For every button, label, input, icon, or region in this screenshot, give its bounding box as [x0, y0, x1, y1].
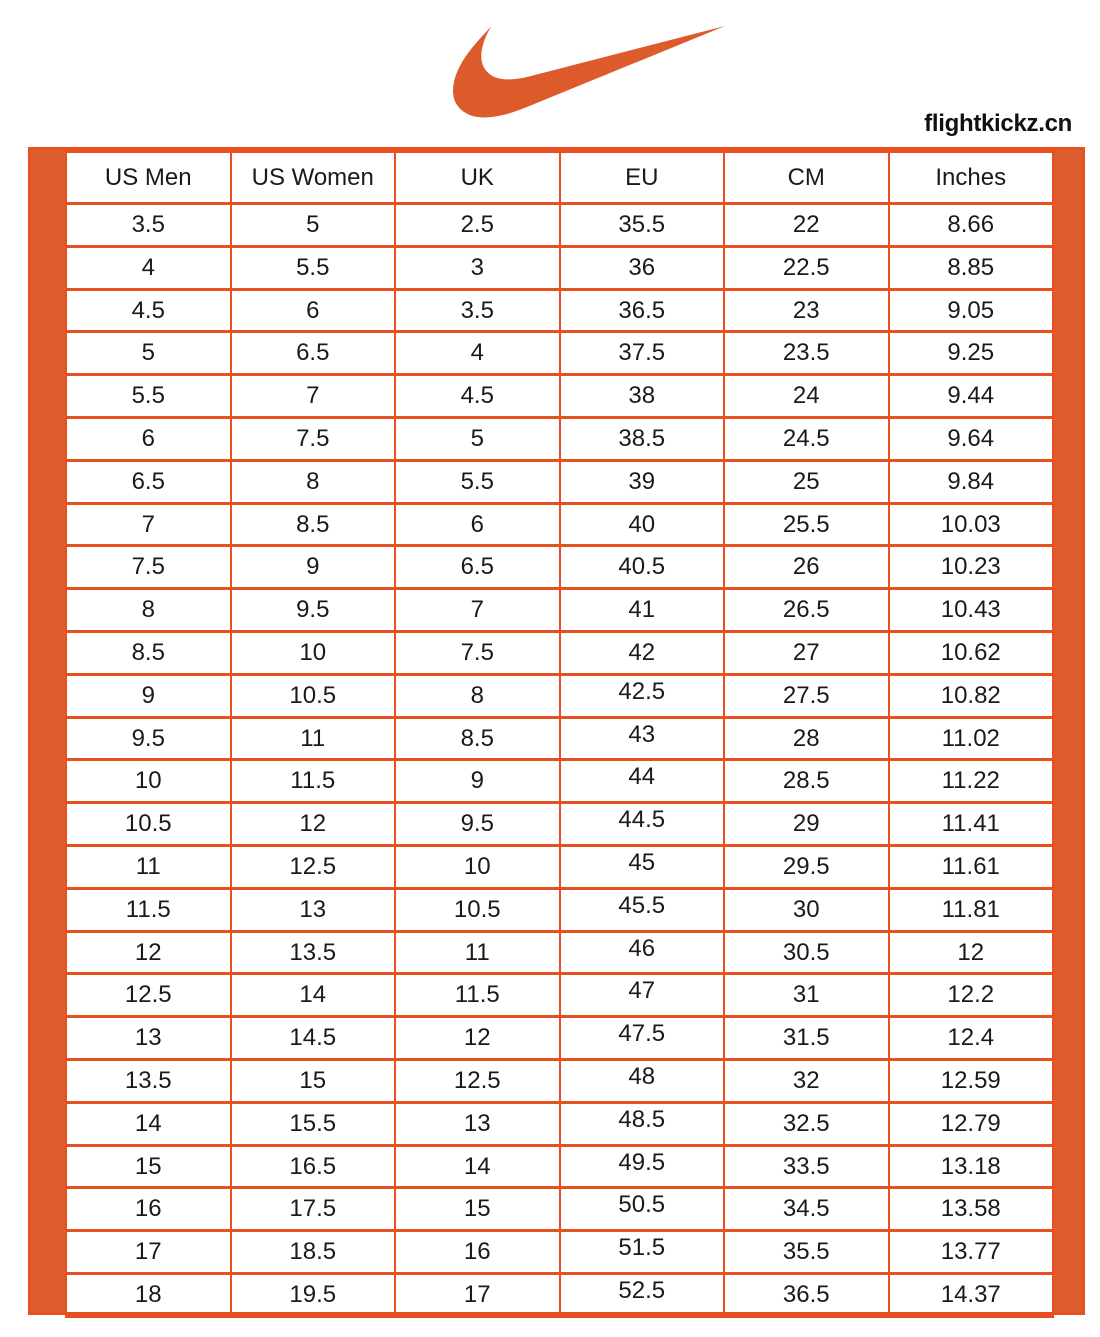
size-cell: 43 [560, 717, 725, 760]
brand-header [453, 26, 725, 118]
table-row [66, 1145, 1053, 1188]
size-cell: 14.5 [231, 1017, 396, 1060]
size-cell: 31 [724, 974, 889, 1017]
size-cell: 14 [395, 1145, 560, 1188]
size-cell: 34.5 [724, 1188, 889, 1231]
size-cell: 13.5 [231, 931, 396, 974]
size-cell: 27 [724, 631, 889, 674]
size-cell: 4 [395, 332, 560, 375]
table-row [66, 931, 1053, 974]
size-cell: 25 [724, 460, 889, 503]
size-cell: 5.5 [66, 375, 231, 418]
size-cell: 13.77 [889, 1231, 1054, 1274]
size-cell: 15.5 [231, 1102, 396, 1145]
table-row [66, 1273, 1053, 1316]
size-cell: 11.22 [889, 760, 1054, 803]
left-accent-bar [31, 150, 65, 1312]
size-cell: 11.5 [395, 974, 560, 1017]
size-table-frame [28, 147, 1085, 1315]
size-cell: 16 [395, 1231, 560, 1274]
size-cell: 26 [724, 546, 889, 589]
size-cell: 41 [560, 589, 725, 632]
size-cell: 14 [66, 1102, 231, 1145]
size-cell: 11.02 [889, 717, 1054, 760]
size-cell: 23 [724, 289, 889, 332]
size-cell: 10.82 [889, 674, 1054, 717]
size-cell: 6 [66, 417, 231, 460]
table-row [66, 803, 1053, 846]
size-cell: 30.5 [724, 931, 889, 974]
size-cell: 12.79 [889, 1102, 1054, 1145]
size-cell: 9.64 [889, 417, 1054, 460]
table-row [66, 375, 1053, 418]
size-cell: 5 [66, 332, 231, 375]
size-cell: 13.58 [889, 1188, 1054, 1231]
size-cell: 11.61 [889, 845, 1054, 888]
size-cell: 5 [231, 204, 396, 247]
size-cell: 28.5 [724, 760, 889, 803]
table-row [66, 246, 1053, 289]
size-cell: 38 [560, 375, 725, 418]
size-cell: 10.03 [889, 503, 1054, 546]
size-cell: 29 [724, 803, 889, 846]
table-row [66, 546, 1053, 589]
size-cell: 36.5 [724, 1273, 889, 1316]
size-cell: 8.5 [66, 631, 231, 674]
table-row [66, 1188, 1053, 1231]
size-cell: 27.5 [724, 674, 889, 717]
size-table-body [66, 204, 1053, 1317]
size-cell: 44.5 [560, 803, 725, 846]
size-cell: 35.5 [560, 204, 725, 247]
size-cell: 38.5 [560, 417, 725, 460]
size-cell: 13 [66, 1017, 231, 1060]
size-cell: 11.5 [66, 888, 231, 931]
column-header-cm: CM [724, 152, 889, 204]
size-cell: 6 [231, 289, 396, 332]
size-cell: 12 [889, 931, 1054, 974]
size-cell: 17 [66, 1231, 231, 1274]
size-cell: 8 [231, 460, 396, 503]
size-cell: 9 [66, 674, 231, 717]
size-cell: 26.5 [724, 589, 889, 632]
size-cell: 11.81 [889, 888, 1054, 931]
size-cell: 37.5 [560, 332, 725, 375]
size-cell: 48 [560, 1059, 725, 1102]
table-row [66, 845, 1053, 888]
table-row [66, 888, 1053, 931]
size-cell: 32.5 [724, 1102, 889, 1145]
right-accent-bar [1054, 150, 1082, 1312]
size-cell: 25.5 [724, 503, 889, 546]
size-cell: 9.5 [66, 717, 231, 760]
size-cell: 14.37 [889, 1273, 1054, 1316]
size-cell: 8.85 [889, 246, 1054, 289]
size-cell: 33.5 [724, 1145, 889, 1188]
size-cell: 15 [231, 1059, 396, 1102]
size-cell: 12 [231, 803, 396, 846]
size-cell: 11 [231, 717, 396, 760]
size-cell: 10.43 [889, 589, 1054, 632]
table-row [66, 1102, 1053, 1145]
table-row [66, 1017, 1053, 1060]
table-row [66, 460, 1053, 503]
size-cell: 2.5 [395, 204, 560, 247]
size-cell: 5.5 [231, 246, 396, 289]
table-row [66, 760, 1053, 803]
size-cell: 28 [724, 717, 889, 760]
size-cell: 39 [560, 460, 725, 503]
size-cell: 40 [560, 503, 725, 546]
nike-swoosh-icon [453, 26, 725, 118]
size-cell: 9 [395, 760, 560, 803]
column-header-uk: UK [395, 152, 560, 204]
size-cell: 6.5 [66, 460, 231, 503]
size-cell: 7 [231, 375, 396, 418]
size-cell: 6.5 [395, 546, 560, 589]
size-cell: 13.18 [889, 1145, 1054, 1188]
size-cell: 16.5 [231, 1145, 396, 1188]
size-cell: 51.5 [560, 1231, 725, 1274]
size-cell: 29.5 [724, 845, 889, 888]
size-cell: 9.5 [231, 589, 396, 632]
size-cell: 12 [66, 931, 231, 974]
size-cell: 50.5 [560, 1188, 725, 1231]
size-cell: 9.05 [889, 289, 1054, 332]
size-cell: 8.5 [395, 717, 560, 760]
size-cell: 48.5 [560, 1102, 725, 1145]
column-header-us-women: US Women [231, 152, 396, 204]
size-cell: 17 [395, 1273, 560, 1316]
size-cell: 11.41 [889, 803, 1054, 846]
size-cell: 44 [560, 760, 725, 803]
size-cell: 10 [395, 845, 560, 888]
size-cell: 3 [395, 246, 560, 289]
size-cell: 11 [395, 931, 560, 974]
size-cell: 10.62 [889, 631, 1054, 674]
size-cell: 7.5 [66, 546, 231, 589]
size-cell: 49.5 [560, 1145, 725, 1188]
column-header-eu: EU [560, 152, 725, 204]
size-cell: 22.5 [724, 246, 889, 289]
size-cell: 12.2 [889, 974, 1054, 1017]
size-conversion-table [65, 150, 1054, 1318]
size-cell: 4.5 [66, 289, 231, 332]
size-table-header-row [66, 152, 1053, 204]
size-cell: 13 [231, 888, 396, 931]
size-cell: 36 [560, 246, 725, 289]
size-cell: 8 [66, 589, 231, 632]
size-cell: 31.5 [724, 1017, 889, 1060]
size-cell: 6 [395, 503, 560, 546]
size-cell: 11.5 [231, 760, 396, 803]
size-cell: 7 [66, 503, 231, 546]
size-cell: 9.44 [889, 375, 1054, 418]
size-cell: 47.5 [560, 1017, 725, 1060]
size-cell: 7.5 [231, 417, 396, 460]
size-cell: 8.5 [231, 503, 396, 546]
size-cell: 12.5 [395, 1059, 560, 1102]
size-cell: 18.5 [231, 1231, 396, 1274]
size-cell: 8 [395, 674, 560, 717]
size-cell: 40.5 [560, 546, 725, 589]
size-cell: 10.5 [66, 803, 231, 846]
size-cell: 5.5 [395, 460, 560, 503]
size-cell: 46 [560, 931, 725, 974]
size-cell: 12.5 [66, 974, 231, 1017]
size-cell: 4.5 [395, 375, 560, 418]
size-cell: 45 [560, 845, 725, 888]
size-cell: 22 [724, 204, 889, 247]
size-cell: 17.5 [231, 1188, 396, 1231]
size-cell: 12.5 [231, 845, 396, 888]
size-cell: 6.5 [231, 332, 396, 375]
size-cell: 10 [66, 760, 231, 803]
table-row [66, 674, 1053, 717]
size-cell: 8.66 [889, 204, 1054, 247]
size-cell: 11 [66, 845, 231, 888]
size-cell: 12 [395, 1017, 560, 1060]
size-cell: 10.5 [231, 674, 396, 717]
size-cell: 24 [724, 375, 889, 418]
table-row [66, 717, 1053, 760]
size-cell: 35.5 [724, 1231, 889, 1274]
size-cell: 36.5 [560, 289, 725, 332]
size-cell: 9.84 [889, 460, 1054, 503]
site-label: flightkickz.cn [924, 110, 1072, 137]
size-cell: 19.5 [231, 1273, 396, 1316]
size-cell: 12.4 [889, 1017, 1054, 1060]
size-cell: 9.5 [395, 803, 560, 846]
size-cell: 7.5 [395, 631, 560, 674]
table-row [66, 974, 1053, 1017]
size-cell: 7 [395, 589, 560, 632]
size-cell: 45.5 [560, 888, 725, 931]
size-cell: 3.5 [66, 204, 231, 247]
table-row [66, 503, 1053, 546]
size-cell: 10.23 [889, 546, 1054, 589]
size-cell: 13.5 [66, 1059, 231, 1102]
table-row [66, 589, 1053, 632]
size-cell: 32 [724, 1059, 889, 1102]
size-cell: 13 [395, 1102, 560, 1145]
size-cell: 4 [66, 246, 231, 289]
size-cell: 9 [231, 546, 396, 589]
table-row [66, 1059, 1053, 1102]
size-cell: 10.5 [395, 888, 560, 931]
size-cell: 16 [66, 1188, 231, 1231]
size-cell: 10 [231, 631, 396, 674]
table-row [66, 204, 1053, 247]
size-cell: 52.5 [560, 1273, 725, 1316]
table-row [66, 1231, 1053, 1274]
size-cell: 9.25 [889, 332, 1054, 375]
size-cell: 18 [66, 1273, 231, 1316]
table-row [66, 332, 1053, 375]
size-cell: 15 [395, 1188, 560, 1231]
size-cell: 3.5 [395, 289, 560, 332]
table-row [66, 631, 1053, 674]
column-header-inches: Inches [889, 152, 1054, 204]
size-cell: 15 [66, 1145, 231, 1188]
size-cell: 42.5 [560, 674, 725, 717]
size-cell: 42 [560, 631, 725, 674]
table-row [66, 289, 1053, 332]
size-cell: 12.59 [889, 1059, 1054, 1102]
size-cell: 47 [560, 974, 725, 1017]
size-cell: 24.5 [724, 417, 889, 460]
size-cell: 14 [231, 974, 396, 1017]
size-cell: 23.5 [724, 332, 889, 375]
size-cell: 30 [724, 888, 889, 931]
table-row [66, 417, 1053, 460]
size-cell: 5 [395, 417, 560, 460]
size-table-head [66, 152, 1053, 204]
column-header-us-men: US Men [66, 152, 231, 204]
